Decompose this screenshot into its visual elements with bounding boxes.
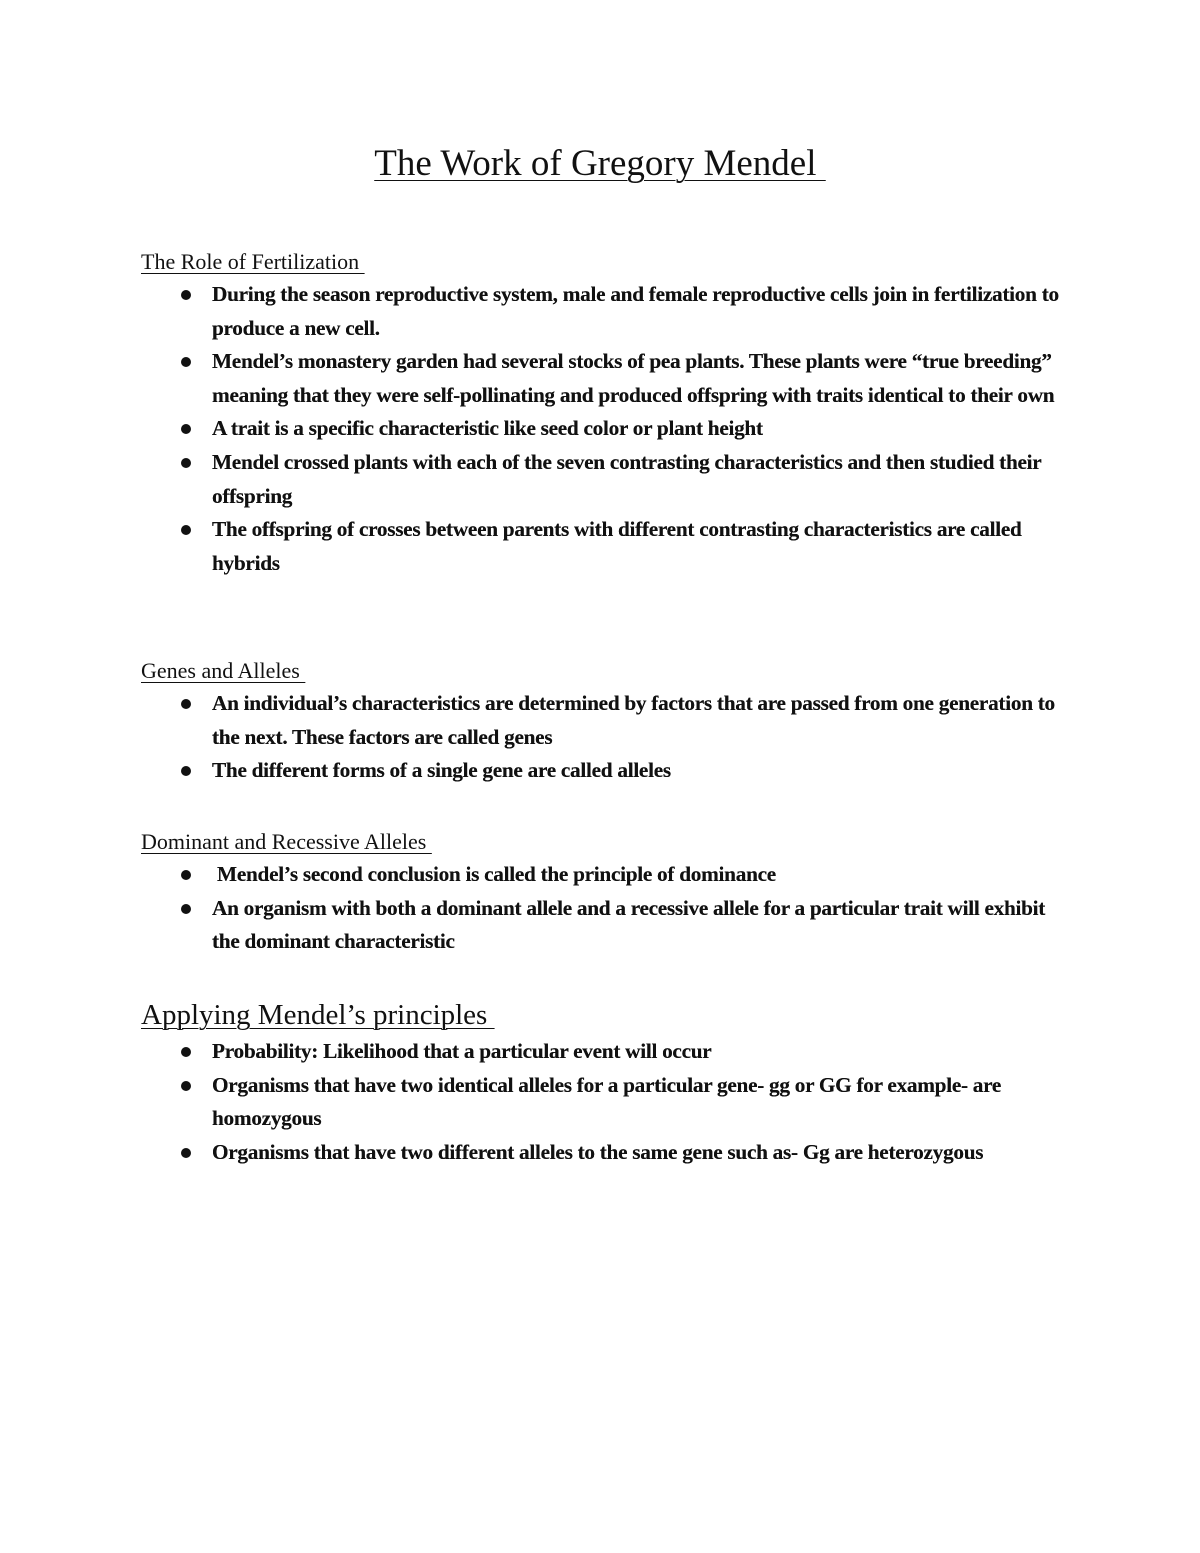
list-item: Mendel’s second conclusion is called the principle of dominance bbox=[141, 858, 1071, 892]
list-item: Mendel crossed plants with each of the seven contrasting characteristics and then studied their offspring bbox=[141, 446, 1071, 513]
list-item: The offspring of crosses between parents with different contrasting characteristics are called hybrids bbox=[141, 513, 1071, 580]
bullet-dot-icon bbox=[181, 290, 191, 300]
bullet-dot-icon bbox=[181, 1047, 191, 1057]
list-item: The different forms of a single gene are called alleles bbox=[141, 754, 1071, 788]
bullet-dot-icon bbox=[181, 357, 191, 367]
list-item: Probability: Likelihood that a particular event will occur bbox=[141, 1035, 1071, 1069]
section-role-of-fertilization bbox=[141, 246, 1071, 580]
list-item: Organisms that have two different alleles to the same gene such as- Gg are heterozygous bbox=[141, 1136, 1071, 1170]
section-dominant-and-recessive-alleles bbox=[141, 826, 1071, 959]
section-heading: Dominant and Recessive Alleles bbox=[141, 829, 432, 854]
bullet-dot-icon bbox=[181, 1081, 191, 1091]
section-heading: Genes and Alleles bbox=[141, 658, 306, 683]
bullet-list bbox=[141, 278, 1071, 580]
document-title bbox=[0, 140, 1200, 188]
bullet-dot-icon bbox=[181, 766, 191, 776]
list-item: An organism with both a dominant allele and a recessive allele for a particular trait will exhibit the dominant characteristic bbox=[141, 892, 1071, 959]
section-applying-mendels-principles bbox=[141, 995, 1071, 1169]
bullet-dot-icon bbox=[181, 904, 191, 914]
list-item: During the season reproductive system, male and female reproductive cells join in fertilization to produce a new cell. bbox=[141, 278, 1071, 345]
bullet-list bbox=[141, 858, 1071, 959]
bullet-list bbox=[141, 1035, 1071, 1169]
section-heading: The Role of Fertilization bbox=[141, 249, 365, 274]
bullet-dot-icon bbox=[181, 699, 191, 709]
list-item: Organisms that have two identical alleles for a particular gene- gg or GG for example- are homozygous bbox=[141, 1069, 1071, 1136]
list-item: An individual’s characteristics are determined by factors that are passed from one generation to the next. These factors are called genes bbox=[141, 687, 1071, 754]
list-item: Mendel’s monastery garden had several stocks of pea plants. These plants were “true breeding” meaning that they were self-pollinating and produced offspring with traits identical to their own bbox=[141, 345, 1071, 412]
section-heading: Applying Mendel’s principles bbox=[141, 999, 495, 1031]
bullet-list bbox=[141, 687, 1071, 788]
bullet-dot-icon bbox=[181, 424, 191, 434]
list-item: A trait is a specific characteristic like seed color or plant height bbox=[141, 412, 1071, 446]
bullet-dot-icon bbox=[181, 1148, 191, 1158]
bullet-dot-icon bbox=[181, 870, 191, 880]
bullet-dot-icon bbox=[181, 458, 191, 468]
document-title-text: The Work of Gregory Mendel bbox=[374, 143, 826, 184]
bullet-dot-icon bbox=[181, 525, 191, 535]
section-genes-and-alleles bbox=[141, 655, 1071, 788]
